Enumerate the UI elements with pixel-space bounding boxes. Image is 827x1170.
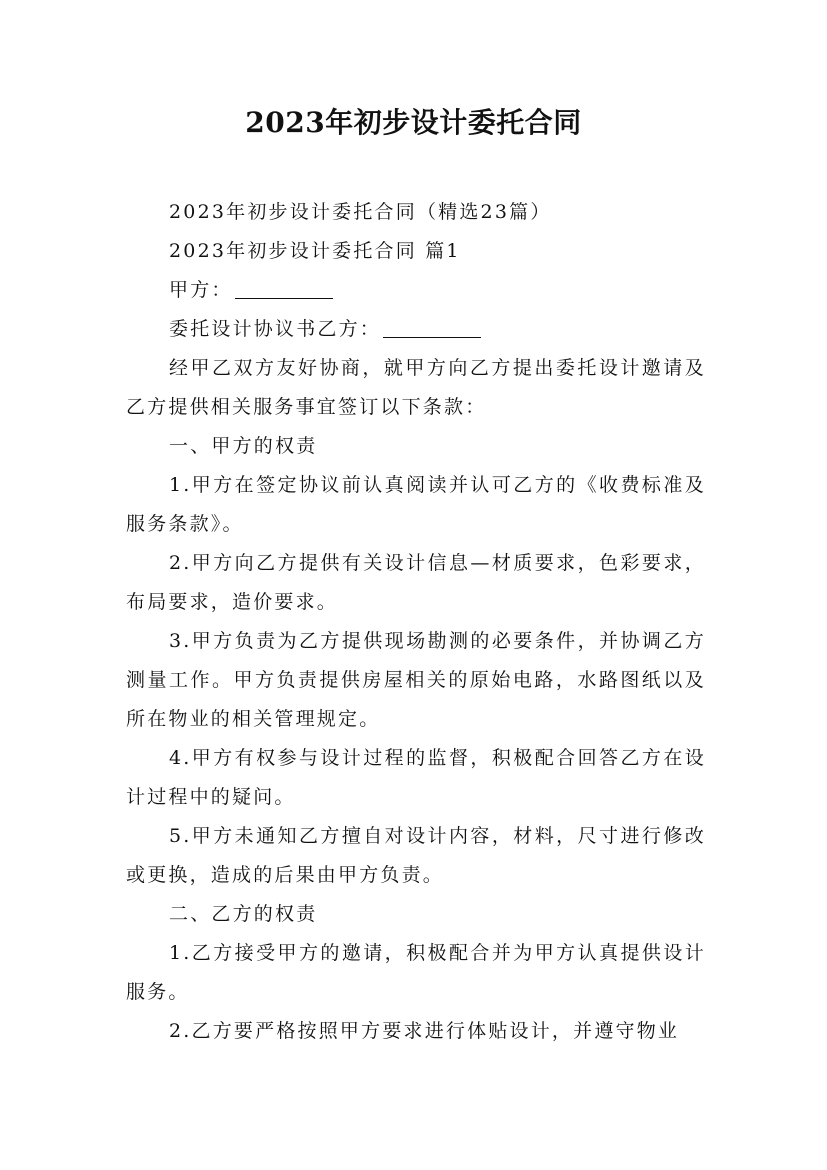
paragraph-b-item-2: 2.乙方要严格按照甲方要求进行体贴设计，并遵守物业: [169, 1020, 680, 1042]
party-b-label: 委托设计协议书乙方：: [169, 318, 382, 340]
party-a-blank: [235, 297, 333, 299]
paragraph-section-heading: 2023年初步设计委托合同 篇1: [169, 240, 461, 262]
paragraph-a-item-1: 1.甲方在签定协议前认真阅读并认可乙方的《收费标准及服务条款》。: [126, 474, 706, 535]
paragraph-intro: 经甲乙双方友好协商，就甲方向乙方提出委托设计邀请及乙方提供相关服务事宜签订以下条款：: [126, 357, 706, 418]
party-b-blank: [383, 336, 481, 338]
paragraph-a-item-5: 5.甲方未通知乙方擅自对设计内容，材料，尺寸进行修改或更换，造成的后果由甲方负责。: [126, 825, 706, 886]
paragraph-party-a-heading: 一、甲方的权责: [169, 435, 318, 457]
party-a-label: 甲方：: [169, 279, 233, 301]
party-b-line: [126, 310, 706, 349]
paragraph-a-item-4: 4.甲方有权参与设计过程的监督，积极配合回答乙方在设计过程中的疑问。: [126, 747, 706, 808]
paragraph-a-item-2: 2.甲方向乙方提供有关设计信息—材质要求，色彩要求，布局要求，造价要求。: [126, 552, 706, 613]
party-a-line: [126, 271, 706, 310]
document-title: 2023年初步设计委托合同: [245, 106, 582, 139]
paragraph-b-item-1: 1.乙方接受甲方的邀请，积极配合并为甲方认真提供设计服务。: [126, 942, 706, 1003]
paragraph-a-item-3: 3.甲方负责为乙方提供现场勘测的必要条件，并协调乙方测量工作。甲方负责提供房屋相关的原始电路，水路图纸以及所在物业的相关管理规定。: [126, 630, 706, 730]
paragraph-party-b-heading: 二、乙方的权责: [169, 903, 318, 925]
paragraph-subtitle: 2023年初步设计委托合同（精选23篇）: [169, 201, 552, 223]
document-body: [126, 193, 706, 1051]
